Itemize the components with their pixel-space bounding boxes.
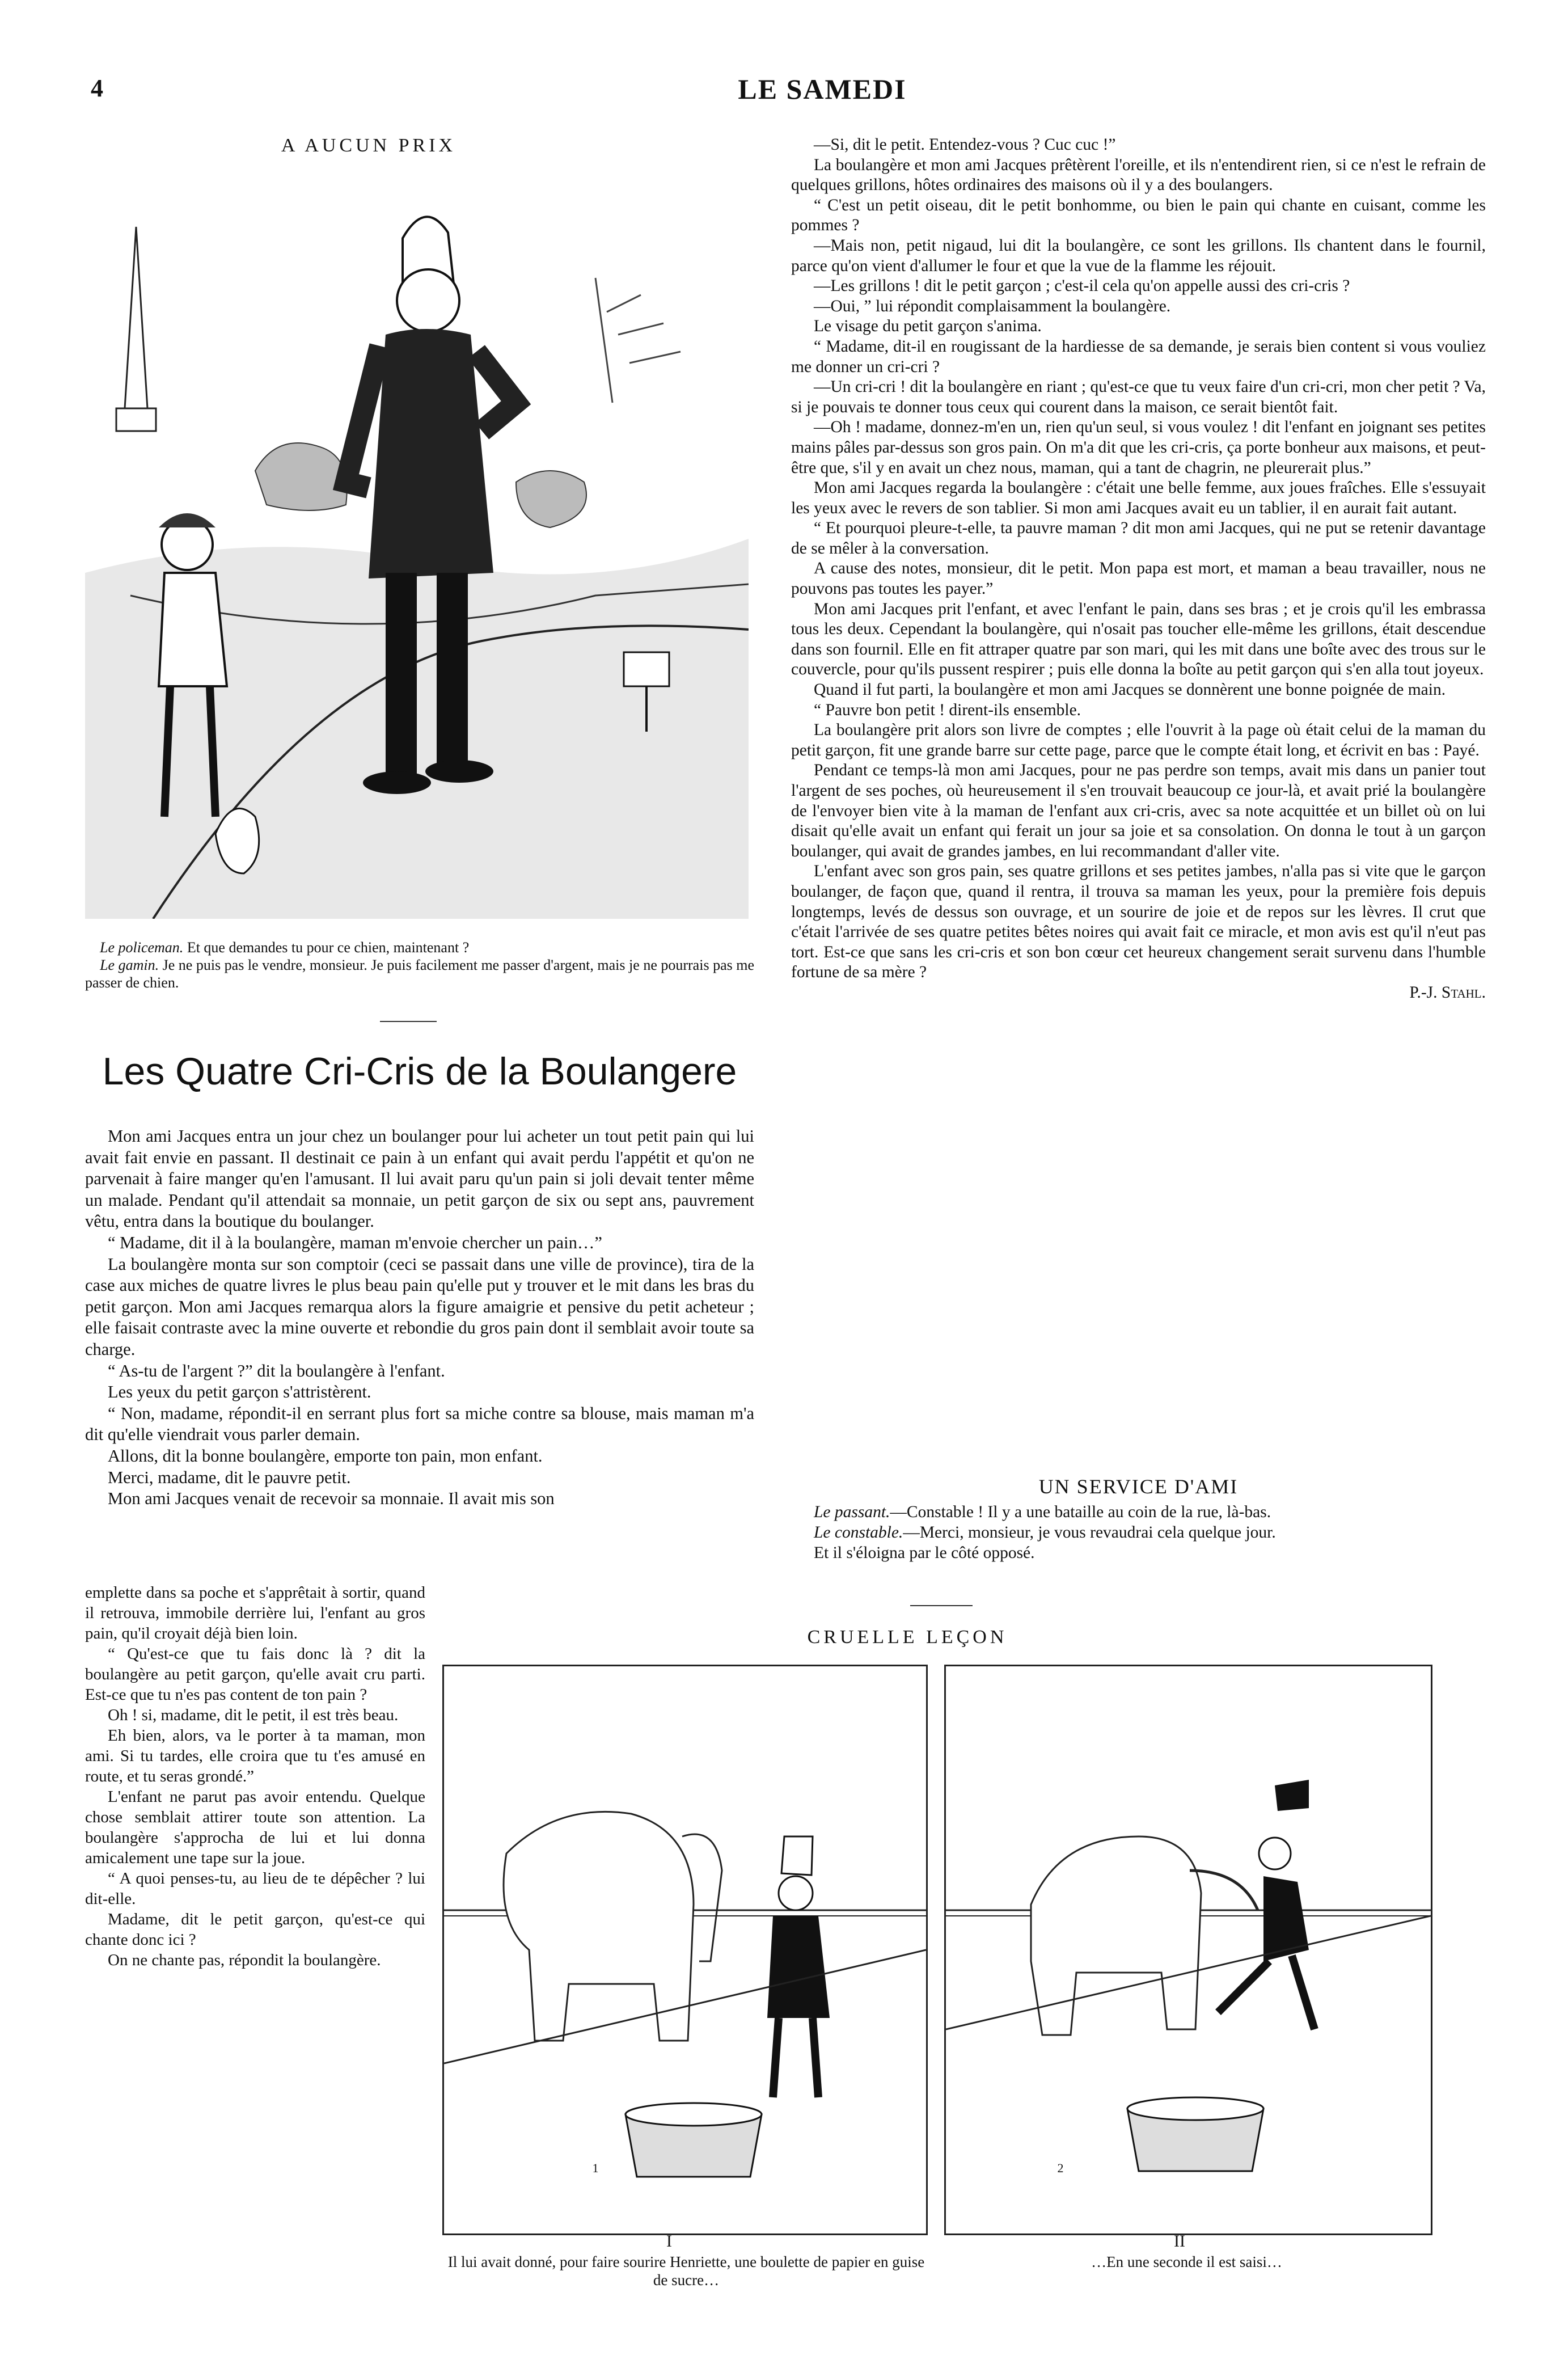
paragraph: Eh bien, alors, va le porter à ta maman, mon ami. Si tu tardes, elle croira que tu t'es amusé en route, et tu seras grondé.”: [85, 1726, 425, 1785]
paragraph: Allons, dit la bonne boulangère, emporte ton pain, mon enfant.: [108, 1446, 543, 1466]
paragraph: —Si, dit le petit. Entendez-vous ? Cuc cuc !”: [814, 136, 1116, 154]
paragraph: Mon ami Jacques entra un jour chez un boulanger pour lui acheter un tout petit pain qui lui avait fait envie en passant. Il destinait ce pain à un enfant qui avait perdu l'appétit et qu'on ne parvenait à faire manger qu'en l'amusant. Il lui avait paru qu'un pain si joli devait tenter même un malade. Pendant qu'il attendait sa monnaie, un petit garçon de six ou sept ans, pauvrement vêtu, entra dans la boutique du boulanger.: [85, 1126, 754, 1231]
panel-2-caption: …En une seconde il est saisi…: [1091, 2253, 1282, 2270]
panel-1-numeral: I: [666, 2232, 672, 2251]
story-title: Les Quatre Cri-Cris de la Boulangere: [102, 1050, 737, 1093]
policeman-illustration: [85, 164, 749, 919]
comic-title: CRUELLE LEÇON: [807, 1627, 1008, 1648]
paragraph: La boulangère monta sur son comptoir (ceci se passait dans une ville de province), tira de la case aux miches de quatre livres le plus beau pain qu'elle put y trouver et le mit dans les bras du petit garçon. Mon ami Jacques remarqua alors la figure amaigrie et pensive du petit acheteur ; elle faisait contraste avec la mine ouverte et rebondie du gros pain dont il semblait avoir toute sa charge.: [85, 1254, 754, 1359]
paragraph: La boulangère et mon ami Jacques prêtèrent l'oreille, et ils n'entendirent rien, si ce n'est le refrain de quelques grillons, hôtes ordinaires des maisons où il y a des boulangers.: [791, 155, 1486, 195]
paragraph: —Oui, ” lui répondit complaisamment la boulangère.: [814, 297, 1171, 315]
separator-rule: [380, 1021, 437, 1022]
paragraph: —Les grillons ! dit le petit garçon ; c'est-il cela qu'on appelle aussi des cri-cris ?: [814, 277, 1350, 295]
story-left-narrow: [85, 1582, 425, 1970]
panel-1-caption: Il lui avait donné, pour faire sourire Henriette, une boulette de papier en guise de sucre…: [447, 2253, 925, 2289]
illustration-title: A AUCUN PRIX: [281, 135, 457, 156]
story-signature: P.-J. Stahl.: [1409, 983, 1486, 1002]
journal-title: LE SAMEDI: [738, 73, 907, 105]
caption-speaker-1: Le policeman.: [100, 939, 184, 956]
paragraph: La boulangère prit alors son livre de comptes ; elle l'ouvrit à la page où était celui de la maman du petit garçon, fit une grande barre sur cette page, parce que le compte était long, et écrivit en bas : Payé.: [791, 721, 1486, 759]
paragraph: L'enfant avec son gros pain, ses quatre grillons et ses petites jambes, n'alla pas si vite que le garçon boulanger, de façon que, quand il rentra, il trouva sa maman les yeux, pour la première fois depuis longtemps, levés de dessus son ouvrage, et un sourire de joie et de repos sur les lèvres. Il crut que c'était l'arrivée de ses quatre petites bêtes noires qui avait fait ce miracle, et mon avis est qu'il n'eut pas tort. Est-ce que sans les cri-cris et son bon cœur cet heureux changement serait survenu dans l'humble fortune de sa mère ?: [791, 862, 1486, 982]
paragraph: Mon ami Jacques regarda la boulangère : c'était une belle femme, aux joues fraîches. Elle s'essuyait les yeux avec le revers de son tablier. Si mon ami Jacques avait eu un tablier, il en aurait fait autant.: [791, 479, 1486, 517]
paragraph: Mon ami Jacques venait de recevoir sa monnaie. Il avait mis son: [108, 1489, 555, 1509]
paragraph: Les yeux du petit garçon s'attristèrent.: [108, 1382, 371, 1402]
paragraph: “ Pauvre bon petit ! dirent-ils ensemble.: [814, 700, 1081, 719]
service-speaker-2: Le constable.: [814, 1523, 903, 1542]
story-right: [791, 135, 1486, 1003]
paragraph: “ As-tu de l'argent ?” dit la boulangère à l'enfant.: [108, 1361, 445, 1380]
panel-2-drawing: [946, 1666, 1431, 2233]
service-text: [791, 1502, 1486, 1563]
panel-2-numeral: II: [1174, 2232, 1185, 2251]
paragraph: Madame, dit le petit garçon, qu'est-ce qui chante donc ici ?: [85, 1910, 425, 1949]
caption-speaker-2: Le gamin.: [100, 957, 159, 973]
panel-mark-2: 2: [1057, 2161, 1064, 2175]
service-line-1: [791, 1502, 1486, 1522]
paragraph: Mon ami Jacques prit l'enfant, et avec l'enfant le pain, dans ses bras ; et je crois qu'il les embrassa tous les deux. Cependant la boulangère, qui n'osait pas toucher elle-même les grillons, était descendue dans son fournil. Elle en fit attraper quatre par son mari, qui les mit dans une boîte avec des trous sur le couvercle, pour qu'ils pussent respirer ; puis elle donna la boîte au petit garçon qui s'en alla tout joyeux.: [791, 599, 1486, 679]
paragraph: “ Madame, dit-il en rougissant de la hardiesse de sa demande, je serais bien content si vous vouliez me donner un cri-cri ?: [791, 337, 1486, 376]
separator-rule-2: [910, 1605, 973, 1606]
paragraph: “ Et pourquoi pleure-t-elle, ta pauvre maman ? dit mon ami Jacques, qui ne put se retenir davantage de se mêler à la conversation.: [791, 519, 1486, 558]
paragraph: “ Madame, dit il à la boulangère, maman m'envoie chercher un pain…”: [108, 1232, 602, 1252]
service-text-1: —Constable ! Il y a une bataille au coin de la rue, là-bas.: [890, 1503, 1271, 1521]
paragraph: “ A quoi penses-tu, au lieu de te dépêcher ? lui dit-elle.: [85, 1869, 425, 1908]
paragraph: Merci, madame, dit le pauvre petit.: [108, 1467, 351, 1487]
paragraph: “ Qu'est-ce que tu fais donc là ? dit la boulangère au petit garçon, qu'elle avait cru parti. Est-ce que tu n'es pas content de ton pain ?: [85, 1645, 425, 1704]
paragraph: —Mais non, petit nigaud, lui dit la boulangère, ce sont les grillons. Ils chantent dans le fournil, parce qu'on vient d'allumer le four et que la vue de la flamme les réjouit.: [791, 236, 1486, 275]
panel-1-drawing: [444, 1666, 926, 2233]
page-number: 4: [91, 74, 103, 102]
comic-panel-1: [442, 1665, 928, 2235]
paragraph: Pendant ce temps-là mon ami Jacques, pour ne pas perdre son temps, avait mis dans un panier tout l'argent de ses poches, où heureusement il s'en trouvait beaucoup ce jour-là, et avait prié la boulangère de l'envoyer bien vite à la maman de l'enfant aux cri-cris, avec sa note acquittée et un billet où on lui disait qu'elle avait un enfant qui ferait un jour sa joie et sa consolation. On donna le tout à un garçon boulanger, qui avait de grandes jambes, en lui recommandant d'aller vite.: [791, 761, 1486, 860]
paragraph: Quand il fut parti, la boulangère et mon ami Jacques se donnèrent une bonne poignée de main.: [814, 681, 1446, 699]
paragraph: “ C'est un petit oiseau, dit le petit bonhomme, ou bien le pain qui chante en cuisant, comme les pommes ?: [791, 196, 1486, 235]
caption-text-2: Je ne puis pas le vendre, monsieur. Je puis facilement me passer d'argent, mais je ne pourrais pas me passer de chien.: [85, 957, 755, 991]
paragraph: Oh ! si, madame, dit le petit, il est très beau.: [108, 1706, 399, 1724]
comic-panel-2: [944, 1665, 1432, 2235]
paragraph: On ne chante pas, répondit la boulangère.: [108, 1951, 381, 1969]
panel-mark-1: 1: [592, 2161, 599, 2175]
paragraph: “ Non, madame, répondit-il en serrant plus fort sa miche contre sa blouse, mais maman m'a dit qu'elle viendrait vous parler demain.: [85, 1403, 754, 1445]
paragraph: —Oh ! madame, donnez-m'en un, rien qu'un seul, si vous voulez ! dit l'enfant en joignant ses petites mains pâles par-dessus son gros pain. On m'a dit que les cri-cris, ça porte bonheur aux maisons, et peut-être que, s'il y en avait un chez nous, maman, qui a tant de chagrin, ne pleurerait plus.”: [791, 418, 1486, 477]
service-line-2: [791, 1522, 1486, 1543]
paragraph: Le visage du petit garçon s'anima.: [814, 317, 1042, 336]
service-line-3: [791, 1543, 1486, 1563]
paragraph: —Un cri-cri ! dit la boulangère en riant ; qu'est-ce que tu veux faire d'un cri-cri, mon cher petit ? Va, si je pouvais te donner tous ceux qui courent dans la maison, ce serait bientôt fait.: [791, 378, 1486, 416]
illustration-caption: [85, 939, 754, 991]
paragraph: emplette dans sa poche et s'apprêtait à sortir, quand il retrouva, immobile derrière lui, l'enfant au gros pain, qu'il croyait déjà bien loin.: [85, 1584, 425, 1643]
service-text-3: Et il s'éloigna par le côté opposé.: [814, 1544, 1035, 1562]
caption-line-2: [85, 956, 754, 991]
caption-text-1: Et que demandes tu pour ce chien, maintenant ?: [183, 939, 470, 956]
service-text-2: —Merci, monsieur, je vous revaudrai cela quelque jour.: [903, 1523, 1276, 1542]
caption-line-1: [85, 939, 754, 956]
paragraph: L'enfant ne parut pas avoir entendu. Quelque chose semblait attirer toute son attention. La boulangère s'approcha de lui et lui donna amicalement une tape sur la joue.: [85, 1788, 425, 1867]
service-title: UN SERVICE D'AMI: [1038, 1475, 1239, 1498]
paragraph: A cause des notes, monsieur, dit le petit. Mon papa est mort, et maman a beau travailler, nous ne pouvons pas toutes les payer.”: [791, 559, 1486, 598]
service-speaker-1: Le passant.: [814, 1503, 890, 1521]
story-left-wide: [85, 1126, 754, 1510]
